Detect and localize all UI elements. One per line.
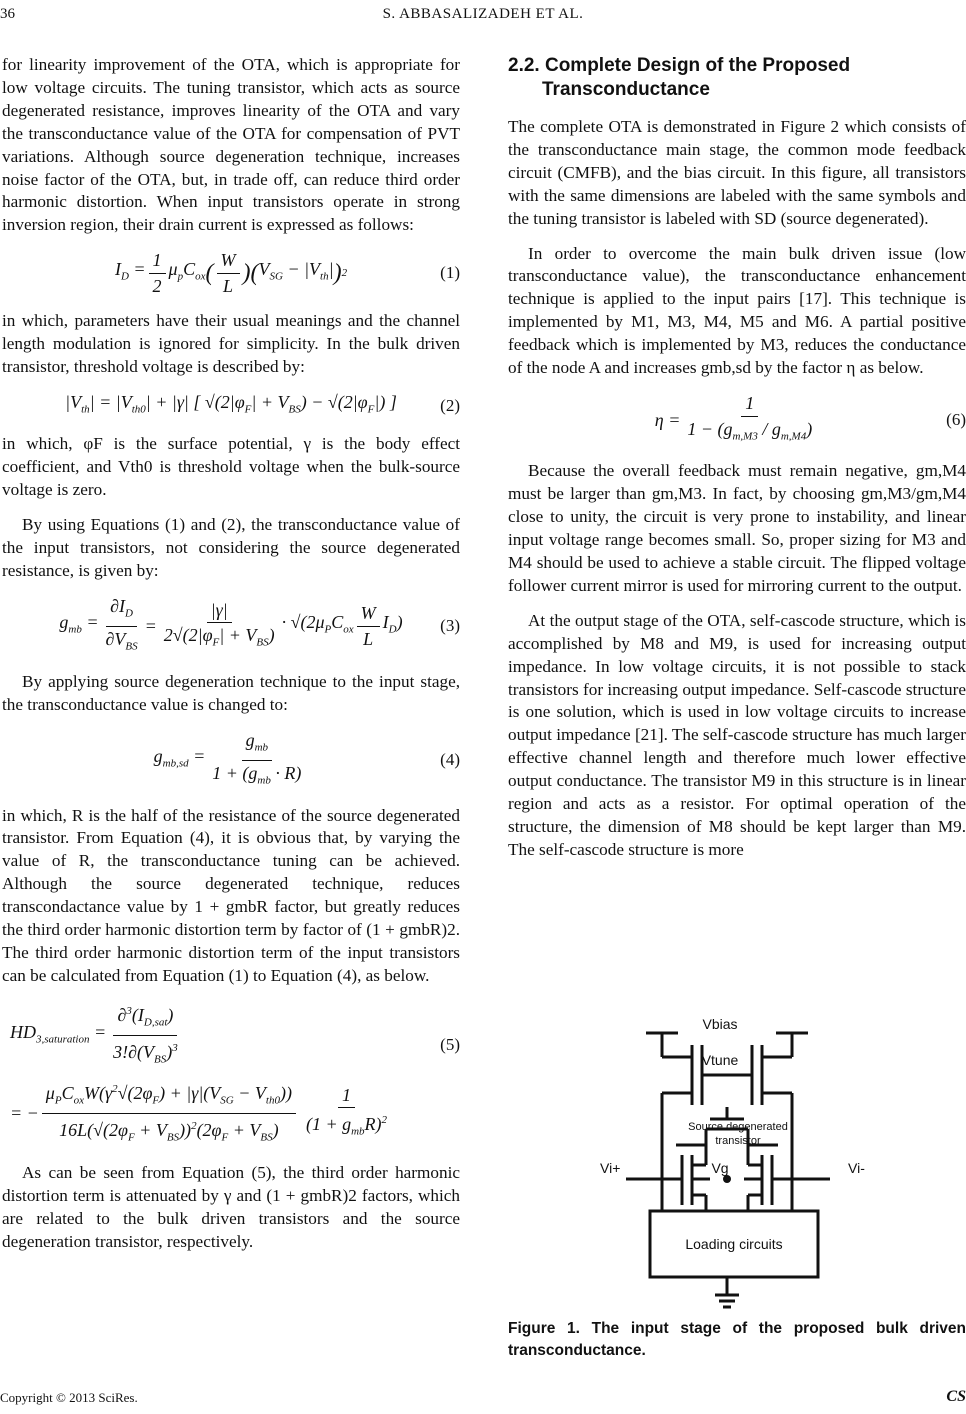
paragraph: At the output stage of the OTA, self-cascode structure, which is accomplished by M8 and M9, is used for increasing output impedance. In low voltage circuits, it is not possible to stack transistors for increasing output impedance. Self-cascode structure is one solution, which is used in low voltage circuits to increase output impedance [21]. The self-cascode structure has much larger effective channel length and therefore much lower effective output conductance. The transistor M9 in this structure is in linear region and acts as a resistor. For optimal operation of the structure, the dimension of M8 should be kept larger than M9. The self-cascode structure is more bbox=[508, 610, 966, 859]
left-column bbox=[2, 54, 460, 1265]
equation-4: $g_{mb,sd}$ = $\frac{g_{mb}}{1 + (g_{mb} \cdot R)}$ (4) bbox=[153, 729, 460, 787]
running-title: S. ABBASALIZADEH ET AL. bbox=[382, 6, 584, 22]
transistor-label: transistor bbox=[715, 1135, 761, 1147]
equation-6: η = $\frac{1}{1 - (g_{m,M3} / g_{m,M4})}$ (6) bbox=[654, 392, 966, 443]
figure-caption: Figure 1. The input stage of the proposed bulk driven transconductance. bbox=[508, 1320, 966, 1359]
loading-circuits-label: Loading circuits bbox=[685, 1236, 783, 1252]
page-number: 36 bbox=[0, 6, 15, 22]
equation-number: (5) bbox=[440, 1034, 460, 1054]
paragraph: By applying source degeneration technique to the input stage, the transconductance value is changed to: bbox=[2, 671, 460, 714]
vg-label: Vg bbox=[711, 1160, 729, 1176]
circuit-figure bbox=[598, 1015, 918, 1315]
paragraph: As can be seen from Equation (5), the third order harmonic distortion term is attenuated by γ and (1 + gmbR)2 factors, which are related to the bulk driven transistors and the source degeneration transistor, respectively. bbox=[2, 1162, 460, 1251]
equation-1: $I_D$ = $\frac{1}{2}$ $\mu_pC_{ox}$ ( $\frac{W}{L}$ ) ( $V_{SG} - |V_{th}|$ ) 2 (1) bbox=[114, 250, 460, 297]
section-title: 2.2. Complete Design of the Proposed Transconductance bbox=[508, 55, 851, 100]
journal-abbrev: CS bbox=[946, 1388, 966, 1405]
equation-5: $HD_{3,saturation}$ = $\frac{\partial^3(I_{D,sat})}{3!\partial(V_{BS})^3}$ = − $\frac{\mu_PC_{ox}W(\gamma^2√(2\varphi_F) + |\gamma|(V_{SG} - V_{th0}))}{16L(√(2\varphi_F + V_{BS}))^2(2\varphi_F + V_{BS})}$ $\frac{1}{(1 + g_{mb}R)^2}$ (5) bbox=[2, 1000, 460, 1150]
paragraph: In order to overcome the main bulk driven issue (low transconductance value), the transconductance enhancement technique is applied to the input pairs [17]. This technique is implemented by M1, M3, M4, M5 and M6. A partial positive feedback which is implemented by M3, reduces the conductance of the node A and increases gmb,sd by the factor η as below. bbox=[508, 243, 966, 378]
vbias-label: Vbias bbox=[702, 1016, 738, 1032]
equation-2: $|V_{th}| = |V_{th0}| + |\gamma|$ [ $√(2|\varphi_F| + V_{BS}) - √(2|\varphi_F|)$ ] (2) bbox=[2, 391, 460, 422]
source-degenerated-label: Source degenerated bbox=[688, 1121, 788, 1133]
paragraph: By using Equations (1) and (2), the transconductance value of the input transistors, not considering the source degenerated resistance, is given by: bbox=[2, 515, 460, 580]
equation-number: (4) bbox=[440, 750, 460, 770]
paragraph: The complete OTA is demonstrated in Figure 2 which consists of the transconductance main stage, the common mode feedback circuit (CMFB), and the bias circuit. In this figure, all transistors with the same dimensions are labeled with the same symbols and the tuning transistor is labeled with SD (source degenerated). bbox=[508, 117, 966, 228]
circuit-diagram bbox=[598, 1015, 918, 1315]
paragraph: for linearity improvement of the OTA, which is appropriate for low voltage circuits. The tuning transistor, which acts as source degenerated resistance, improves linearity of the OTA and vary the transconductance value of the OTA for compensation of PVT variations. Although source degeneration technique, increases noise factor of the OTA, but, in trade off, can reduce third order harmonic distortion. When input transistors operate in strong inversion region, their drain current is expressed as follows: bbox=[2, 55, 460, 235]
paragraph: in which, parameters have their usual meanings and the channel length modulation is ignored for simplicity. In the bulk driven transistor, threshold voltage is described by: bbox=[2, 311, 460, 376]
vi-minus-label: Vi- bbox=[848, 1160, 865, 1176]
vi-plus-label: Vi+ bbox=[600, 1160, 621, 1176]
paragraph: Because the overall feedback must remain negative, gm,M4 must be larger than gm,M3. In fact, by choosing gm,M3/gm,M4 close to unity, the circuit is very prone to instability, and linear input voltage range becomes small. So, proper sizing for M3 and M4 should be used to achieve a stable circuit. The flipped voltage follower current mirror is used for mirroring current to the output. bbox=[508, 461, 966, 595]
equation-number: (1) bbox=[440, 263, 460, 283]
right-column bbox=[508, 54, 966, 874]
equation-number: (3) bbox=[440, 616, 460, 636]
paragraph: in which, R is the half of the resistance of the source degenerated transistor. From Equation (4), it is obvious that, by varying the value of R, the transconductance tuning can be achieved. Although the source degenerated technique, reduces transcondactance value by 1 + gmbR factor, but greatly reduces the third order harmonic distortion term by factor of (1 + gmbR)2. The third order harmonic distortion term of the input transistors can be calculated from Equation (1) to Equation (4), as below. bbox=[2, 805, 460, 985]
equation-3: $g_{mb}$ = $\frac{\partial I_D}{\partial V_{BS}}$ = $\frac{|\gamma|}{2√(2|\varphi_F| + V_{BS})}$ · $√(2\mu_PC_{ox}$ $\frac{W}{L}$ $I_D$) (3) bbox=[59, 595, 460, 653]
paragraph: in which, φF is the surface potential, γ is the body effect coefficient, and Vth0 is threshold voltage when the bulk-source voltage is zero. bbox=[2, 434, 460, 500]
equation-number: (6) bbox=[946, 409, 966, 429]
equation-number: (2) bbox=[440, 395, 460, 415]
copyright: Copyright © 2013 SciRes. bbox=[0, 1390, 138, 1405]
vtune-label: Vtune bbox=[701, 1052, 739, 1068]
